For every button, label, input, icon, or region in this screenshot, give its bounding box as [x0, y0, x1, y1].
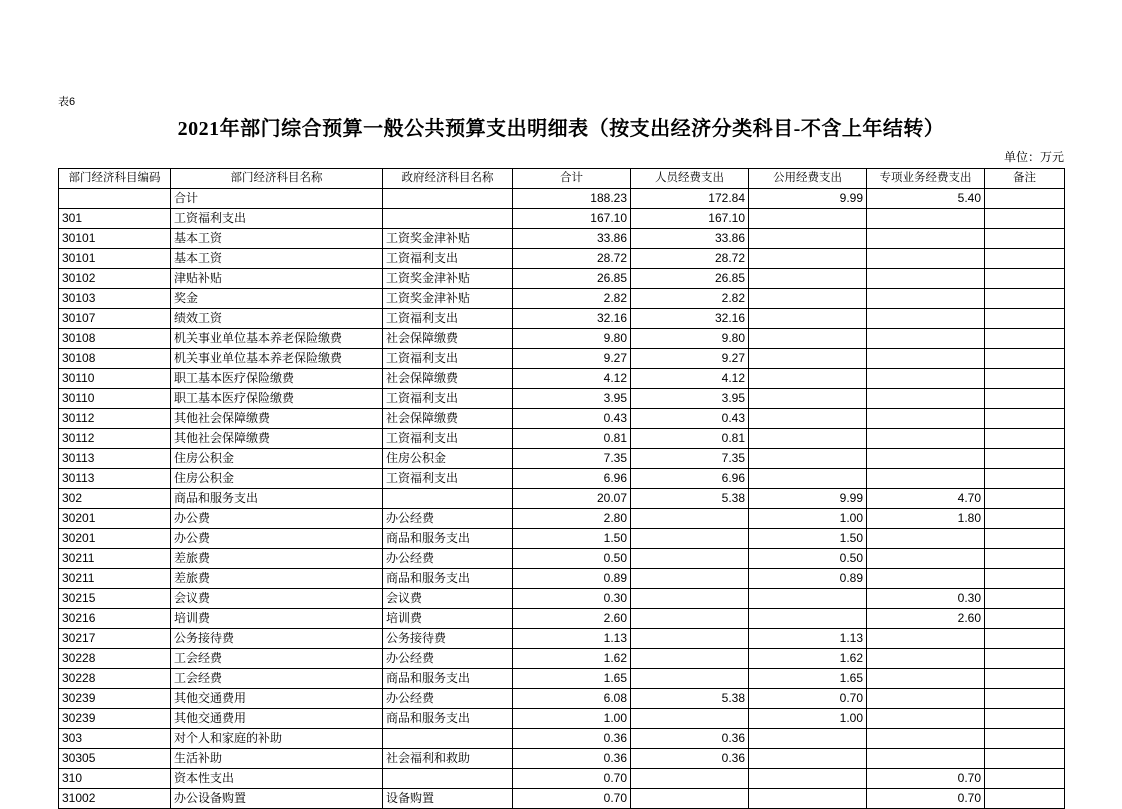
cell-public: 1.50: [749, 529, 867, 549]
cell-dept-code: 30102: [59, 269, 171, 289]
cell-gov-name: 工资福利支出: [383, 309, 513, 329]
cell-public: 9.99: [749, 189, 867, 209]
cell-gov-name: 会议费: [383, 589, 513, 609]
cell-public: [749, 449, 867, 469]
cell-remark: [985, 769, 1065, 789]
cell-total: 9.27: [513, 349, 631, 369]
cell-dept-name: 商品和服务支出: [171, 489, 383, 509]
table-row: [59, 269, 1065, 289]
cell-dept-name: 生活补助: [171, 749, 383, 769]
cell-gov-name: 办公经费: [383, 689, 513, 709]
cell-special: [867, 529, 985, 549]
cell-dept-code: 30103: [59, 289, 171, 309]
cell-dept-code: 30112: [59, 409, 171, 429]
cell-gov-name: 社会保障缴费: [383, 369, 513, 389]
cell-total: 0.89: [513, 569, 631, 589]
cell-dept-code: 30239: [59, 709, 171, 729]
cell-gov-name: [383, 189, 513, 209]
cell-public: [749, 769, 867, 789]
column-header-remark: 备注: [985, 169, 1065, 189]
cell-total: 1.00: [513, 709, 631, 729]
cell-personnel: [631, 609, 749, 629]
cell-dept-code: 302: [59, 489, 171, 509]
cell-special: [867, 229, 985, 249]
cell-dept-name: 办公费: [171, 529, 383, 549]
cell-dept-name: 差旅费: [171, 549, 383, 569]
cell-special: 1.80: [867, 509, 985, 529]
cell-special: [867, 309, 985, 329]
cell-total: 1.50: [513, 529, 631, 549]
cell-dept-code: 30215: [59, 589, 171, 609]
cell-gov-name: [383, 769, 513, 789]
cell-total: 0.81: [513, 429, 631, 449]
cell-total: 188.23: [513, 189, 631, 209]
cell-total: 33.86: [513, 229, 631, 249]
cell-personnel: 9.80: [631, 329, 749, 349]
cell-public: 1.13: [749, 629, 867, 649]
cell-personnel: [631, 549, 749, 569]
cell-personnel: 0.36: [631, 729, 749, 749]
cell-dept-code: 30108: [59, 329, 171, 349]
cell-total: 6.96: [513, 469, 631, 489]
budget-table: [58, 168, 1065, 809]
cell-personnel: [631, 709, 749, 729]
column-header-personnel: 人员经费支出: [631, 169, 749, 189]
cell-dept-name: 住房公积金: [171, 469, 383, 489]
table-header-row: [59, 169, 1065, 189]
cell-public: [749, 269, 867, 289]
cell-gov-name: 商品和服务支出: [383, 669, 513, 689]
cell-remark: [985, 689, 1065, 709]
cell-dept-name: 其他交通费用: [171, 689, 383, 709]
cell-dept-name: 资本性支出: [171, 769, 383, 789]
table-row: [59, 529, 1065, 549]
cell-special: [867, 449, 985, 469]
cell-gov-name: 工资奖金津补贴: [383, 229, 513, 249]
cell-dept-name: 基本工资: [171, 229, 383, 249]
cell-gov-name: 公务接待费: [383, 629, 513, 649]
cell-public: [749, 329, 867, 349]
cell-special: 0.70: [867, 769, 985, 789]
cell-remark: [985, 489, 1065, 509]
cell-public: [749, 249, 867, 269]
cell-dept-name: 机关事业单位基本养老保险缴费: [171, 349, 383, 369]
cell-public: [749, 589, 867, 609]
cell-special: [867, 669, 985, 689]
cell-gov-name: 工资奖金津补贴: [383, 269, 513, 289]
cell-special: [867, 729, 985, 749]
table-row: [59, 649, 1065, 669]
cell-gov-name: 商品和服务支出: [383, 569, 513, 589]
cell-gov-name: 办公经费: [383, 649, 513, 669]
cell-dept-code: 30110: [59, 369, 171, 389]
cell-personnel: 33.86: [631, 229, 749, 249]
cell-total: 7.35: [513, 449, 631, 469]
cell-special: 0.70: [867, 789, 985, 809]
cell-public: 1.00: [749, 709, 867, 729]
cell-special: 0.30: [867, 589, 985, 609]
cell-public: [749, 609, 867, 629]
cell-personnel: 0.43: [631, 409, 749, 429]
cell-personnel: [631, 669, 749, 689]
cell-dept-code: 30101: [59, 229, 171, 249]
cell-dept-code: 30228: [59, 649, 171, 669]
cell-gov-name: 社会保障缴费: [383, 409, 513, 429]
cell-personnel: 7.35: [631, 449, 749, 469]
cell-dept-name: 公务接待费: [171, 629, 383, 649]
cell-total: 0.70: [513, 769, 631, 789]
table-row: [59, 669, 1065, 689]
cell-dept-code: 30101: [59, 249, 171, 269]
cell-special: 2.60: [867, 609, 985, 629]
cell-personnel: [631, 629, 749, 649]
cell-personnel: 0.81: [631, 429, 749, 449]
cell-gov-name: 办公经费: [383, 509, 513, 529]
cell-public: 0.50: [749, 549, 867, 569]
cell-public: [749, 389, 867, 409]
column-header-dept-code: 部门经济科目编码: [59, 169, 171, 189]
table-row: [59, 389, 1065, 409]
cell-special: [867, 569, 985, 589]
cell-gov-name: 工资福利支出: [383, 469, 513, 489]
cell-total: 26.85: [513, 269, 631, 289]
cell-public: [749, 209, 867, 229]
cell-remark: [985, 749, 1065, 769]
cell-special: [867, 369, 985, 389]
cell-gov-name: [383, 729, 513, 749]
cell-public: [749, 229, 867, 249]
cell-dept-code: 30201: [59, 529, 171, 549]
cell-gov-name: 设备购置: [383, 789, 513, 809]
cell-dept-code: 30217: [59, 629, 171, 649]
cell-remark: [985, 789, 1065, 809]
table-header: [59, 169, 1065, 189]
cell-public: [749, 309, 867, 329]
cell-special: [867, 329, 985, 349]
table-row: [59, 249, 1065, 269]
cell-personnel: 5.38: [631, 489, 749, 509]
cell-gov-name: 办公经费: [383, 549, 513, 569]
cell-special: [867, 429, 985, 449]
cell-personnel: 5.38: [631, 689, 749, 709]
cell-dept-name: 机关事业单位基本养老保险缴费: [171, 329, 383, 349]
cell-remark: [985, 669, 1065, 689]
cell-public: 9.99: [749, 489, 867, 509]
cell-special: [867, 629, 985, 649]
cell-remark: [985, 629, 1065, 649]
cell-total: 1.62: [513, 649, 631, 669]
cell-remark: [985, 269, 1065, 289]
cell-remark: [985, 229, 1065, 249]
cell-dept-code: 30108: [59, 349, 171, 369]
table-row: [59, 209, 1065, 229]
cell-dept-name: 培训费: [171, 609, 383, 629]
cell-special: [867, 649, 985, 669]
cell-gov-name: 社会福利和救助: [383, 749, 513, 769]
cell-dept-name: 绩效工资: [171, 309, 383, 329]
cell-remark: [985, 509, 1065, 529]
cell-dept-code: 301: [59, 209, 171, 229]
column-header-dept-name: 部门经济科目名称: [171, 169, 383, 189]
cell-gov-name: 社会保障缴费: [383, 329, 513, 349]
cell-total: 1.65: [513, 669, 631, 689]
cell-remark: [985, 209, 1065, 229]
cell-gov-name: [383, 209, 513, 229]
cell-special: [867, 209, 985, 229]
cell-public: 0.89: [749, 569, 867, 589]
cell-public: [749, 349, 867, 369]
cell-total: 0.30: [513, 589, 631, 609]
cell-special: [867, 349, 985, 369]
cell-gov-name: 工资福利支出: [383, 349, 513, 369]
cell-dept-name: 差旅费: [171, 569, 383, 589]
cell-public: [749, 729, 867, 749]
page-title: 2021年部门综合预算一般公共预算支出明细表（按支出经济分类科目-不含上年结转）: [177, 118, 945, 140]
cell-public: [749, 429, 867, 449]
cell-personnel: [631, 769, 749, 789]
table-row: [59, 769, 1065, 789]
cell-dept-code: 30110: [59, 389, 171, 409]
cell-dept-name: 办公设备购置: [171, 789, 383, 809]
table-row: [59, 469, 1065, 489]
cell-dept-code: 30228: [59, 669, 171, 689]
cell-public: [749, 789, 867, 809]
cell-special: [867, 389, 985, 409]
cell-remark: [985, 709, 1065, 729]
cell-dept-name: 职工基本医疗保险缴费: [171, 369, 383, 389]
table-row: [59, 709, 1065, 729]
cell-total: 2.82: [513, 289, 631, 309]
cell-total: 0.36: [513, 749, 631, 769]
cell-remark: [985, 329, 1065, 349]
table-row: [59, 409, 1065, 429]
cell-public: [749, 409, 867, 429]
cell-special: [867, 409, 985, 429]
table-row: [59, 369, 1065, 389]
cell-dept-name: 基本工资: [171, 249, 383, 269]
cell-remark: [985, 729, 1065, 749]
table-row: [59, 289, 1065, 309]
table-row: [59, 749, 1065, 769]
cell-dept-name: 工会经费: [171, 649, 383, 669]
cell-dept-code: 30113: [59, 449, 171, 469]
cell-personnel: [631, 529, 749, 549]
cell-remark: [985, 449, 1065, 469]
cell-remark: [985, 369, 1065, 389]
table-row: [59, 489, 1065, 509]
cell-remark: [985, 249, 1065, 269]
cell-public: [749, 749, 867, 769]
cell-public: 0.70: [749, 689, 867, 709]
cell-special: [867, 249, 985, 269]
cell-personnel: [631, 789, 749, 809]
cell-total: 9.80: [513, 329, 631, 349]
cell-dept-name: 工资福利支出: [171, 209, 383, 229]
cell-public: [749, 469, 867, 489]
table-row: [59, 329, 1065, 349]
cell-personnel: 2.82: [631, 289, 749, 309]
column-header-public: 公用经费支出: [749, 169, 867, 189]
cell-dept-code: 30216: [59, 609, 171, 629]
table-row: [59, 429, 1065, 449]
column-header-total: 合计: [513, 169, 631, 189]
cell-remark: [985, 289, 1065, 309]
cell-gov-name: [383, 489, 513, 509]
cell-remark: [985, 189, 1065, 209]
table-row: [59, 309, 1065, 329]
cell-total: 4.12: [513, 369, 631, 389]
cell-dept-code: 31002: [59, 789, 171, 809]
cell-public: [749, 289, 867, 309]
table-row: [59, 549, 1065, 569]
cell-special: [867, 289, 985, 309]
cell-dept-code: 30113: [59, 469, 171, 489]
cell-special: [867, 269, 985, 289]
cell-dept-name: 其他社会保障缴费: [171, 429, 383, 449]
cell-total: 3.95: [513, 389, 631, 409]
cell-personnel: [631, 649, 749, 669]
table-row: [59, 689, 1065, 709]
table-row: [59, 569, 1065, 589]
cell-dept-name: 会议费: [171, 589, 383, 609]
cell-personnel: 28.72: [631, 249, 749, 269]
cell-total: 0.50: [513, 549, 631, 569]
cell-dept-code: 30112: [59, 429, 171, 449]
sheet-label: 表6: [58, 96, 76, 108]
cell-dept-code: [59, 189, 171, 209]
cell-remark: [985, 549, 1065, 569]
cell-remark: [985, 429, 1065, 449]
cell-dept-code: 30211: [59, 569, 171, 589]
cell-gov-name: 工资福利支出: [383, 389, 513, 409]
cell-dept-code: 310: [59, 769, 171, 789]
cell-public: 1.62: [749, 649, 867, 669]
cell-total: 0.70: [513, 789, 631, 809]
cell-remark: [985, 649, 1065, 669]
cell-public: [749, 369, 867, 389]
cell-dept-name: 住房公积金: [171, 449, 383, 469]
cell-dept-name: 对个人和家庭的补助: [171, 729, 383, 749]
cell-total: 167.10: [513, 209, 631, 229]
table-row: [59, 509, 1065, 529]
cell-total: 20.07: [513, 489, 631, 509]
table-body: [59, 189, 1065, 809]
cell-public: 1.65: [749, 669, 867, 689]
cell-dept-code: 303: [59, 729, 171, 749]
cell-personnel: 32.16: [631, 309, 749, 329]
cell-total: 0.43: [513, 409, 631, 429]
cell-public: 1.00: [749, 509, 867, 529]
cell-personnel: 4.12: [631, 369, 749, 389]
cell-dept-code: 30305: [59, 749, 171, 769]
cell-gov-name: 住房公积金: [383, 449, 513, 469]
table-row: [59, 609, 1065, 629]
cell-personnel: [631, 509, 749, 529]
cell-remark: [985, 309, 1065, 329]
cell-remark: [985, 389, 1065, 409]
cell-dept-name: 其他社会保障缴费: [171, 409, 383, 429]
table-row: [59, 229, 1065, 249]
cell-special: [867, 749, 985, 769]
cell-gov-name: 工资福利支出: [383, 429, 513, 449]
cell-gov-name: 工资奖金津补贴: [383, 289, 513, 309]
cell-dept-name: 工会经费: [171, 669, 383, 689]
cell-remark: [985, 569, 1065, 589]
cell-dept-name: 其他交通费用: [171, 709, 383, 729]
table-row: [59, 589, 1065, 609]
cell-personnel: 26.85: [631, 269, 749, 289]
cell-personnel: [631, 589, 749, 609]
cell-remark: [985, 469, 1065, 489]
table-row: [59, 789, 1065, 809]
cell-gov-name: 培训费: [383, 609, 513, 629]
cell-special: 4.70: [867, 489, 985, 509]
table-row: [59, 729, 1065, 749]
unit-label: 单位：万元: [1003, 150, 1064, 164]
cell-dept-code: 30201: [59, 509, 171, 529]
cell-dept-name: 奖金: [171, 289, 383, 309]
cell-gov-name: 商品和服务支出: [383, 529, 513, 549]
cell-dept-code: 30239: [59, 689, 171, 709]
cell-remark: [985, 609, 1065, 629]
cell-special: 5.40: [867, 189, 985, 209]
cell-remark: [985, 349, 1065, 369]
cell-personnel: 6.96: [631, 469, 749, 489]
cell-personnel: 3.95: [631, 389, 749, 409]
column-header-special: 专项业务经费支出: [867, 169, 985, 189]
cell-special: [867, 469, 985, 489]
cell-dept-code: 30211: [59, 549, 171, 569]
cell-special: [867, 689, 985, 709]
table-row: [59, 449, 1065, 469]
cell-personnel: 0.36: [631, 749, 749, 769]
cell-dept-name: 津贴补贴: [171, 269, 383, 289]
cell-personnel: 167.10: [631, 209, 749, 229]
cell-personnel: [631, 569, 749, 589]
cell-gov-name: 商品和服务支出: [383, 709, 513, 729]
cell-total: 2.60: [513, 609, 631, 629]
table-row: [59, 629, 1065, 649]
table-row: [59, 349, 1065, 369]
cell-dept-code: 30107: [59, 309, 171, 329]
cell-dept-name: 办公费: [171, 509, 383, 529]
cell-total: 0.36: [513, 729, 631, 749]
cell-total: 2.80: [513, 509, 631, 529]
cell-special: [867, 709, 985, 729]
cell-personnel: 9.27: [631, 349, 749, 369]
cell-remark: [985, 409, 1065, 429]
cell-special: [867, 549, 985, 569]
cell-remark: [985, 589, 1065, 609]
column-header-gov-name: 政府经济科目名称: [383, 169, 513, 189]
cell-remark: [985, 529, 1065, 549]
cell-dept-name: 合计: [171, 189, 383, 209]
cell-total: 32.16: [513, 309, 631, 329]
cell-personnel: 172.84: [631, 189, 749, 209]
table-row: [59, 189, 1065, 209]
cell-total: 28.72: [513, 249, 631, 269]
cell-total: 1.13: [513, 629, 631, 649]
cell-dept-name: 职工基本医疗保险缴费: [171, 389, 383, 409]
cell-total: 6.08: [513, 689, 631, 709]
cell-gov-name: 工资福利支出: [383, 249, 513, 269]
